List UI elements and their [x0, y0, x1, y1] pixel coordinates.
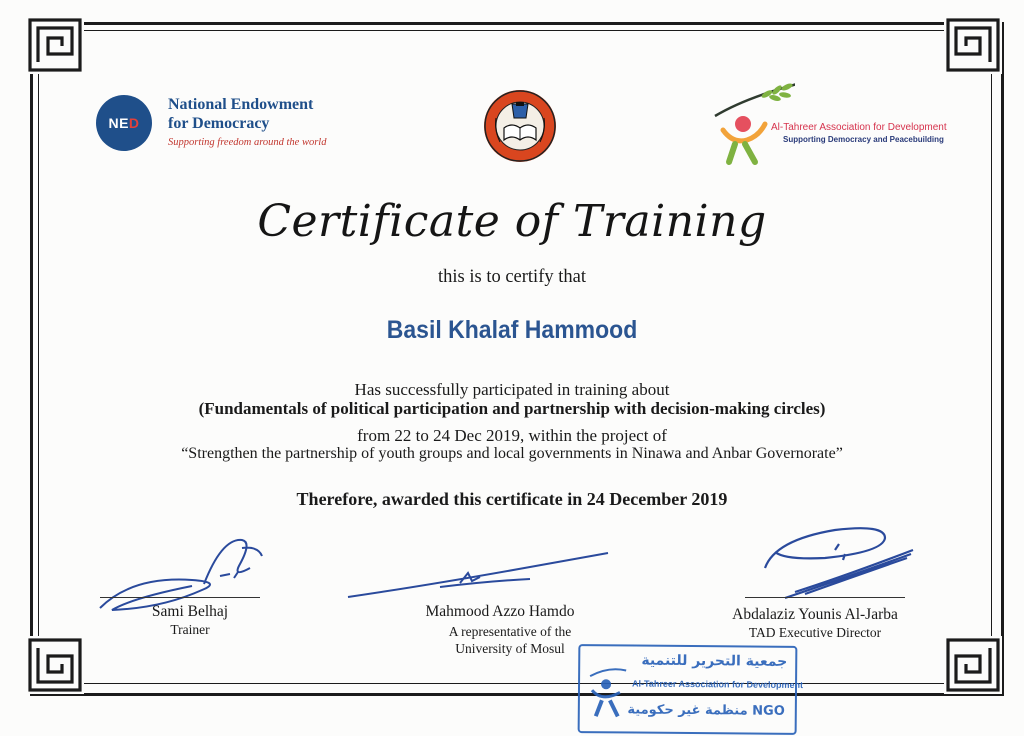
signatory-role-line1: A representative of the: [448, 624, 572, 639]
ned-logo: [96, 93, 356, 155]
signature-executive-director: [735, 520, 915, 605]
tad-logo: [705, 78, 955, 168]
signatory-name-director: Abdalaziz Younis Al-Jarba: [732, 606, 898, 623]
signatory-role-director: TAD Executive Director: [748, 625, 882, 640]
signature-line: [745, 597, 905, 598]
organization-stamp: [578, 644, 804, 735]
signatory-name-representative: Mahmood Azzo Hamdo: [425, 603, 575, 620]
tad-tagline: Supporting Democracy and Peacebuilding: [783, 135, 944, 144]
signatory-role-trainer: Trainer: [170, 622, 210, 637]
stamp-english-name: Al-Tahreer Association for Development: [632, 678, 804, 691]
award-statement: Therefore, awarded this certificate in 24 December 2019: [296, 489, 728, 509]
corner-ornament-icon: [26, 636, 84, 694]
stamp-ngo-label: منظمة غير حكومية NGO: [627, 702, 785, 719]
corner-ornament-icon: [944, 636, 1002, 694]
tad-name: Al-Tahreer Association for Development: [771, 122, 947, 133]
ned-name-line1: National Endowment: [168, 96, 314, 113]
recipient-name: Basil Khalaf Hammood: [386, 316, 638, 344]
signature-line: [100, 597, 260, 598]
ned-emblem-icon: NED: [96, 95, 152, 151]
signature-university-representative: [340, 545, 610, 605]
signatory-role-representative: [420, 623, 600, 657]
training-topic: (Fundamentals of political participation and partnership with decision-making circles): [198, 399, 826, 418]
corner-ornament-icon: [26, 16, 84, 74]
certify-text: this is to certify that: [438, 267, 586, 287]
stamp-emblem-icon: [588, 666, 628, 718]
signatory-name-trainer: Sami Belhaj: [151, 603, 229, 620]
project-name: “Strengthen the partnership of youth groups and local governments in Ninawa and Anbar Governorate”: [181, 445, 843, 462]
training-dates: from 22 to 24 Dec 2019, within the project of: [357, 426, 667, 445]
university-of-mosul-emblem-icon: [482, 88, 558, 164]
stamp-arabic-title: جمعية التحرير للتنمية: [641, 652, 788, 670]
ned-name-line2: for Democracy: [168, 115, 270, 132]
participation-text: Has successfully participated in training about: [354, 380, 670, 399]
ned-tagline: Supporting freedom around the world: [168, 137, 327, 148]
certificate-title: Certificate of Training: [257, 196, 767, 247]
signatory-role-line2: University of Mosul: [455, 641, 565, 656]
corner-ornament-icon: [944, 16, 1002, 74]
